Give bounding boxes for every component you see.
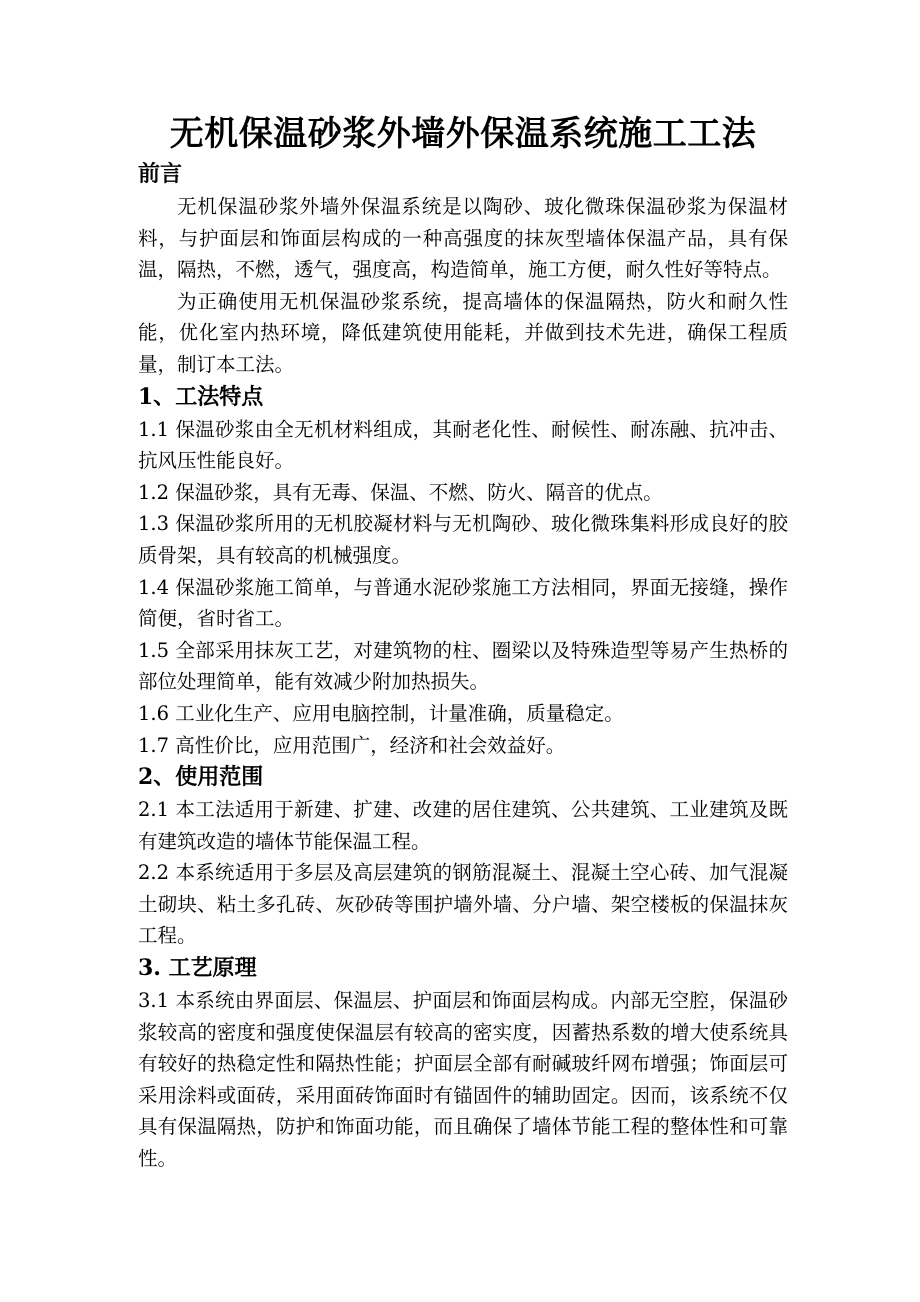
section-heading: 2、使用范围 <box>138 764 264 791</box>
section-heading: 3. 工艺原理 <box>138 955 257 982</box>
preface-heading: 前言 <box>138 161 183 187</box>
preface-paragraph: 无机保温砂浆外墙外保温系统是以陶砂、玻化微珠保温砂浆为保温材料，与护面层和饰面层构成的一种高强度的抹灰型墙体保温产品，具有保温，隔热，不燃，透气，强度高，构造简单，施工方便，耐久性好等特点。 <box>138 195 788 282</box>
list-item: 3.1 本系统由界面层、保温层、护面层和饰面层构成。内部无空腔，保温砂浆较高的密度和强度使保温层有较高的密实度，因蓄热系数的增大使系统具有较好的热稳定性和隔热性能；护面层全部有耐碱玻纤网布增强；饰面层可采用涂料或面砖，采用面砖饰面时有锚固件的辅助固定。因而，该系统不仅具有保温隔热，防护和饰面功能，而且确保了墙体节能工程的整体性和可靠性。 <box>138 989 788 1171</box>
list-item: 1.6 工业化生产、应用电脑控制，计量准确，质量稳定。 <box>138 701 624 725</box>
list-item: 1.3 保温砂浆所用的无机胶凝材料与无机陶砂、玻化微珠集料形成良好的胶质骨架，具有较高的机械强度。 <box>138 512 788 567</box>
list-item: 1.5 全部采用抹灰工艺，对建筑物的柱、圈梁以及特殊造型等易产生热桥的部位处理简单，能有效减少附加热损失。 <box>138 638 788 694</box>
section-heading: 1、工法特点 <box>138 383 264 410</box>
preface-paragraph: 为正确使用无机保温砂浆系统，提高墙体的保温隔热，防火和耐久性能，优化室内热环境，降低建筑使用能耗，并做到技术先进，确保工程质量，制订本工法。 <box>138 289 788 376</box>
list-item: 2.2 本系统适用于多层及高层建筑的钢筋混凝土、混凝土空心砖、加气混凝土砌块、粘土多孔砖、灰砂砖等围护墙外墙、分户墙、架空楼板的保温抹灰工程。 <box>138 861 788 948</box>
list-item: 1.7 高性价比，应用范围广，经济和社会效益好。 <box>138 733 566 757</box>
preface-section <box>138 158 788 381</box>
document-page <box>138 110 788 1175</box>
list-item: 1.1 保温砂浆由全无机材料组成，其耐老化性、耐候性、耐冻融、抗冲击、抗风压性能良好。 <box>138 417 788 473</box>
section-scope <box>138 761 788 952</box>
list-item: 1.2 保温砂浆，具有无毒、保温、不燃、防火、隔音的优点。 <box>138 480 663 504</box>
list-item: 2.1 本工法适用于新建、扩建、改建的居住建筑、公共建筑、工业建筑及既有建筑改造的墙体节能保温工程。 <box>138 798 788 853</box>
list-item: 1.4 保温砂浆施工简单，与普通水泥砂浆施工方法相同，界面无接缝，操作简便，省时省工。 <box>138 575 788 631</box>
section-features <box>138 381 788 762</box>
document-title: 无机保温砂浆外墙外保温系统施工工法 <box>169 114 757 154</box>
section-principle <box>138 952 788 1175</box>
